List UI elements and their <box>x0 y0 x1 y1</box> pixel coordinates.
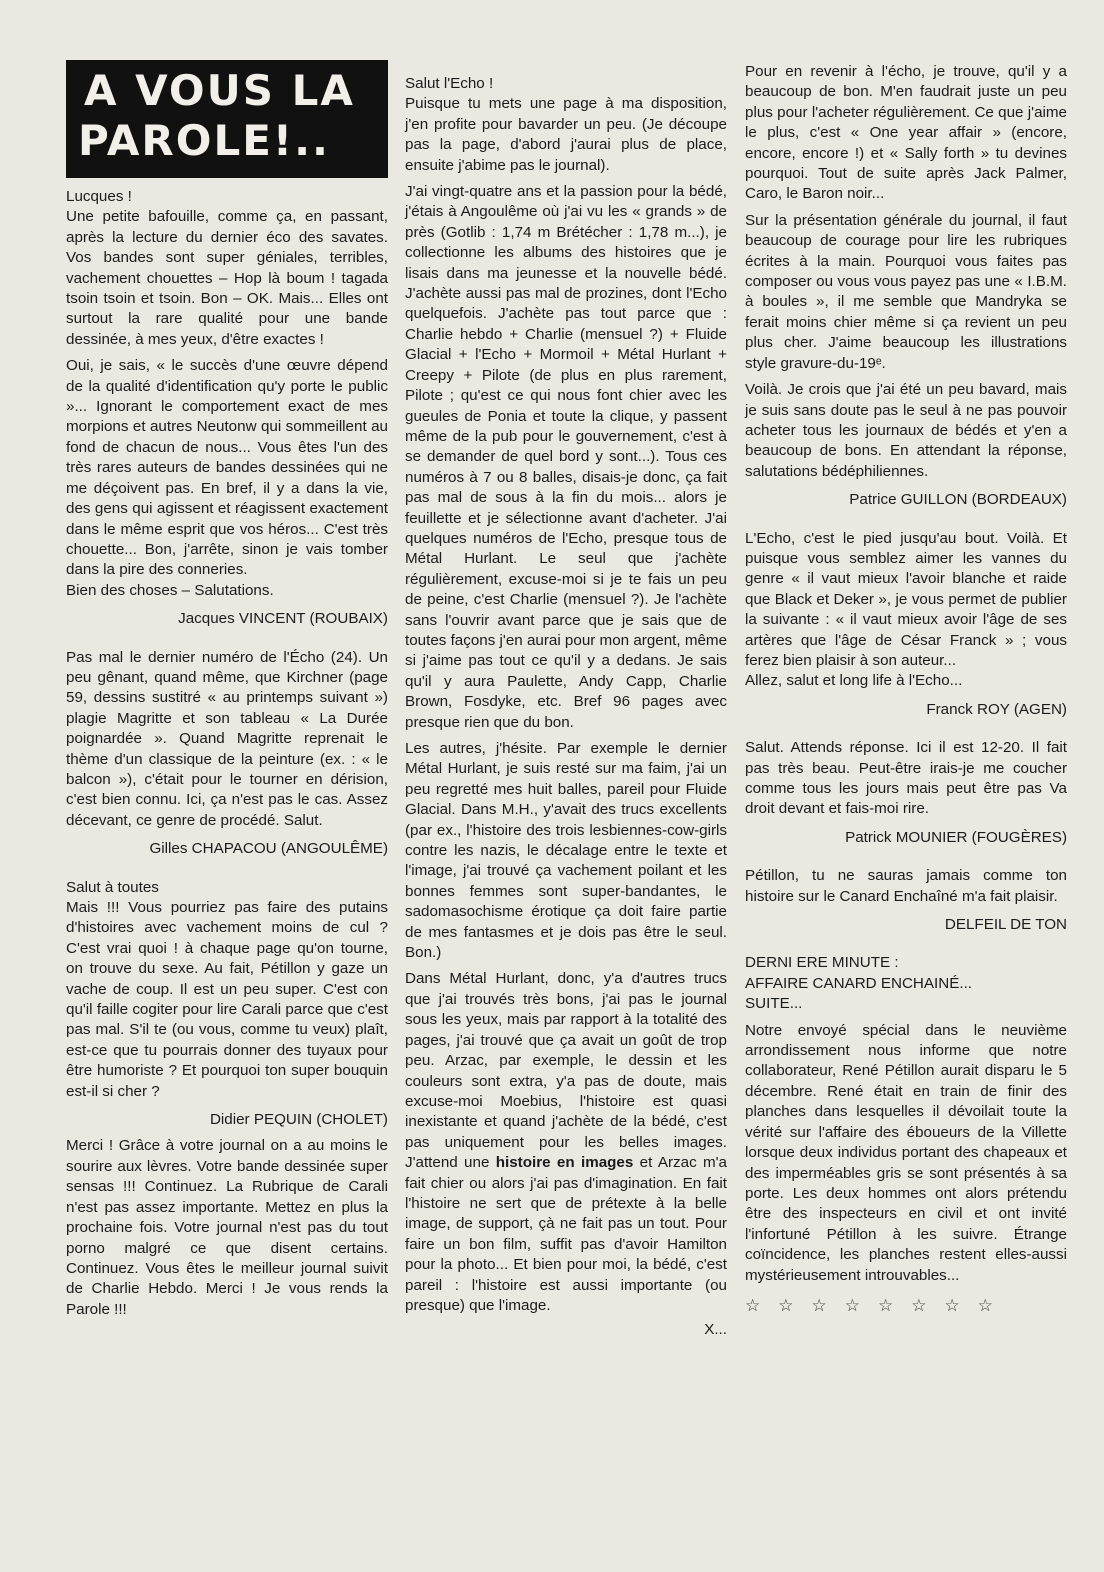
letter-7-closing: Allez, salut et long life à l'Echo... <box>745 672 963 690</box>
letter-3-signature: Didier PEQUIN (CHOLET) <box>209 1111 388 1129</box>
letter-9-signature: DELFEIL DE TON <box>944 916 1067 934</box>
letter-8-paragraph: Salut. Attends réponse. Ici il est 12-20. Il fait pas très beau. Peut-être irais-je me coucher comme tous les jours mais peut être pas Va droit devant et fais-moi rire. <box>745 739 1067 818</box>
letter-2-paragraph: Pas mal le dernier numéro de l'Écho (24). Un peu gênant, quand même, que Kirchner (page 59, dessins sustitré « au printemps suivant ») plagie Magritte et son tableau « La Durée poignardée ». Quand Magritte reprenait le thème d'un classique de la peinture (ex. : « le balcon »), c'était pour le tourner en dérision, c'est bien connu. Ici, ça n'est pas le cas. Assez décevant, ce genre de procédé. Salut. <box>66 648 388 829</box>
news-paragraph: Notre envoyé spécial dans le neuvième arrondissement nous informe que notre collaborateur, René Pétillon aurait disparu le 5 décembre. René était en train de finir des planches dans lesquelles il dévoilait toute la vérité sur l'affaire des éboueurs de la Villette lorsque deux individus portant des chapeaux et des imperméables gris se sont présentés à sa porte. Les deux hommes ont alors prétendu être des inspecteurs en civil et ont invité l'infortuné Pétillon à les suivre. Étrange coïncidence, les planches restent elles-aussi mystérieusement introuvables... <box>745 1021 1067 1284</box>
letter-8-signature: Patrick MOUNIER (FOUGÈRES) <box>845 828 1067 846</box>
paragraph-4-text-a: Dans Métal Hurlant, donc, y'a d'autres trucs que j'ai trouvés très bons, j'ai pas le journal sous les yeux, mais par rapport à la totalité des pages, j'ai trouvé que ça avait un goût de trop peu. Arzac, par exemple, le dessin et les couleurs sont extra, y'a pas de doute, mais excuse-moi Moebius, l'histoire est quasi inexistante et quand j'achète de la bédé, c'est pas uniquement pour les belles images. J'attend une <box>405 970 727 1172</box>
letter-1-greeting: Lucques ! <box>66 188 132 205</box>
letter-6-paragraph-1: Pour en revenir à l'écho, je trouve, qu'il y a beaucoup de bon. M'en faudrait juste un peu plus pour l'acheter régulièrement. Ce que j'aime le plus, c'est « One year affair » (encore, encore, encore !) et « Sally forth » tu devines pourquoi. Tout de suite après Jack Palmer, Caro, le Baron noir... <box>745 63 1067 203</box>
headline-line-3: SUITE... <box>745 995 803 1013</box>
emphasis-histoire-en-images: histoire en images <box>495 1154 634 1172</box>
letter-1-paragraph-1: Une petite bafouille, comme ça, en passant, après la lecture du dernier éco des savates. Vos bandes sont super géniales, terribles, vachement chouettes – Hop là boum ! tagada tsoin tsoin et tsoin. Bon – OK. Mais... Elles ont surtout la rare qualité pour une bande dessinée, à mes yeux, d'être exactes ! <box>66 208 388 348</box>
letter-6-paragraph-3: Voilà. Je crois que j'ai été un peu bavard, mais je suis sans doute pas le seul à ne pas pouvoir acheter tous les journaux de bédés et y'en a beaucoup de bons. En attendant la réponse, salutations bédéphiliennes. <box>745 381 1067 480</box>
letter-5-paragraph-4 <box>405 969 727 1316</box>
letter-5-signature: X... <box>704 1321 727 1339</box>
letter-4-paragraph: Merci ! Grâce à votre journal on a au moins le sourire aux lèvres. Votre bande dessinée super sensas !!! Continuez. La Rubrique de Carali n'est pas assez importante. Mettez en plus la prochaine fois. Votre journal n'est pas du tout porno malgré ce que disent certains. Continuez. Vous êtes le meilleur journal suivit de Charlie Hebdo. Merci ! Je vous rends la Parole !!! <box>66 1137 388 1318</box>
letter-1-paragraph-2: Oui, je sais, « le succès d'une œuvre dépend de la qualité d'identification qu'y porte le public »... Ignorant le comportement exact de mes morpions et autres Neutonw qui sommeillent au fond de chacun de nous... Vous êtes l'un des très rares auteurs de bandes dessinées qui ne me déçoivent pas. En bref, il y a dans la vie, des gens qui agissent et réagissent exactement dans le même esprit que vos héros... C'est très chouette... Bon, j'arrête, sinon je vais tomber dans la pire des conneries. <box>66 357 388 579</box>
letter-5-paragraph-1: Puisque tu mets une page à ma disposition, j'en profite pour bavarder un peu. (Je découpe pas la page, d'abord j'aurai plus de place, ensuite j'abime pas le journal). <box>405 95 727 174</box>
letter-7-signature: Franck ROY (AGEN) <box>926 700 1067 718</box>
letter-6-paragraph-2: Sur la présentation générale du journal, il faut beaucoup de courage pour lire les rubriques écrites à la main. Pourquoi vous faites pas composer ou vous vous payez pas une « I.B.M. à boules », il me semble que Mandryka se ferait moins chier même si ça revient un peu plus cher. J'aime beaucoup les illustrations style gravure-du-19ᵉ. <box>745 211 1067 372</box>
letter-5-paragraph-3: Les autres, j'hésite. Par exemple le dernier Métal Hurlant, je suis resté sur ma faim, j'ai un peu regretté mes huit balles, pareil pour Fluide Glacial. Dans M.H., y'avait des trucs excellents (par ex., l'histoire des trois lesbiennes-cow-girls contre les nazis, le décalage entre le texte et l'image, j'ai trouvé ça vachement poilant et les bonnes femmes sont super-bandantes, le sadomasochisme érotique ça doit faire partie de mes fantasmes et je dois pas être le seul. Bon.) <box>405 740 727 962</box>
letter-1-closing: Bien des choses – Salutations. <box>66 581 274 599</box>
letter-7-paragraph: L'Echo, c'est le pied jusqu'au bout. Voilà. Et puisque vous semblez aimer les vannes du genre « il vaut mieux l'avoir blanche et raide que Black et Deker », je vous permet de publier la suivante : « il vaut mieux avoir l'âge de ses artères que l'âge de César Franck » ; vous ferez bien plaisir à son auteur... <box>745 529 1067 669</box>
letter-3-paragraph: Mais !!! Vous pourriez pas faire des putains d'histoires avec vachement moins de cul ? C'est vrai quoi ! à chaque page qu'on tourne, on trouve du sexe. Au fait, Pétillon y gaze un vache de coup. Il est un peu super. C'est con qu'il faille cogiter pour lire Carali parce que c'est pas mal. S'il te (ou vous, comme tu veux) plaît, est-ce que tu pourrais donner des tuyaux pour être humoriste ? Et pourquoi ton super bouquin est-il si cher ? <box>66 899 388 1100</box>
letter-6-signature: Patrice GUILLON (BORDEAUX) <box>849 491 1067 509</box>
masthead-line-2: PAROLE!.. <box>78 116 330 165</box>
letter-5-greeting: Salut l'Echo ! <box>405 75 494 92</box>
masthead-line-1: A VOUS LA <box>84 66 355 115</box>
headline-line-1: DERNI ERE MINUTE : <box>745 954 899 972</box>
letter-9-paragraph: Pétillon, tu ne sauras jamais comme ton histoire sur le Canard Enchaîné m'a fait plaisir. <box>745 867 1067 905</box>
paragraph-4-text-b: et Arzac m'a fait chier ou alors j'ai pas d'imagination. En fait l'histoire ne sert que de prétexte à la belle image, de support, çà ne fait pas un tout. Pour faire un bon film, suffit pas d'avoir Hamilton pour la photo... Et bien pour moi, la bédé, c'est pareil : l'histoire est aussi importante (ou presque) que l'image. <box>405 1154 728 1314</box>
column-2 <box>405 74 727 1341</box>
column-3 <box>745 62 1067 1316</box>
headline-line-2: AFFAIRE CANARD ENCHAINÉ... <box>745 974 973 992</box>
letter-1-signature: Jacques VINCENT (ROUBAIX) <box>178 610 388 628</box>
letter-2-signature: Gilles CHAPACOU (ANGOULÊME) <box>149 840 388 858</box>
star-divider: ☆☆☆☆☆☆☆☆ <box>745 1295 1011 1315</box>
masthead-banner <box>66 60 388 178</box>
letter-3-greeting: Salut à toutes <box>66 878 159 896</box>
letter-5-paragraph-2: J'ai vingt-quatre ans et la passion pour la bédé, j'étais à Angoulême où j'ai vu les « grands » de près (Gotlib : 1,74 m Brétécher : 1,78 m...), je collectionne les albums des histoires que je lisais dans ma jeunesse et la nouvelle bédé. J'achète aussi pas mal de prozines, dont l'Echo quelquefois. J'achète pas tout parce que : Charlie hebdo + Charlie (mensuel ?) + Fluide Glacial + l'Echo + Mormoil + Métal Hurlant + Creepy + Pilote (de plus en plus rarement, Pilote ; qu'est ce qui nous font chier avec les gueules de Ponia et toute la clique, y passent même de la pub pour le gouvernement, c'est à se demander de quel bord y sont...). Tous ces numéros à 7 ou 8 balles, disais-je donc, ça fait pas mal de sous à la fin du mois... alors je feuillette et je sélectionne avant d'acheter. J'ai quelques numéros de l'Echo, presque tous de Métal Hurlant. Le seul que j'achète régulièrement, excuse-moi si je te fais un peu de peine, c'est Charlie (mensuel ?). Je l'achète sans l'ouvrir avant parce que je sais que de toutes façons j'en aurai pour mon argent, même si j'aime pas tout ce qu'il y a dedans. Je sais qu'il y aura Paulette, Andy Capp, Charlie Brown, Fosdyke, etc. Bref 96 pages avec presque rien que du bon. <box>405 183 728 731</box>
column-1 <box>66 187 388 1320</box>
news-headline <box>745 953 1067 1014</box>
